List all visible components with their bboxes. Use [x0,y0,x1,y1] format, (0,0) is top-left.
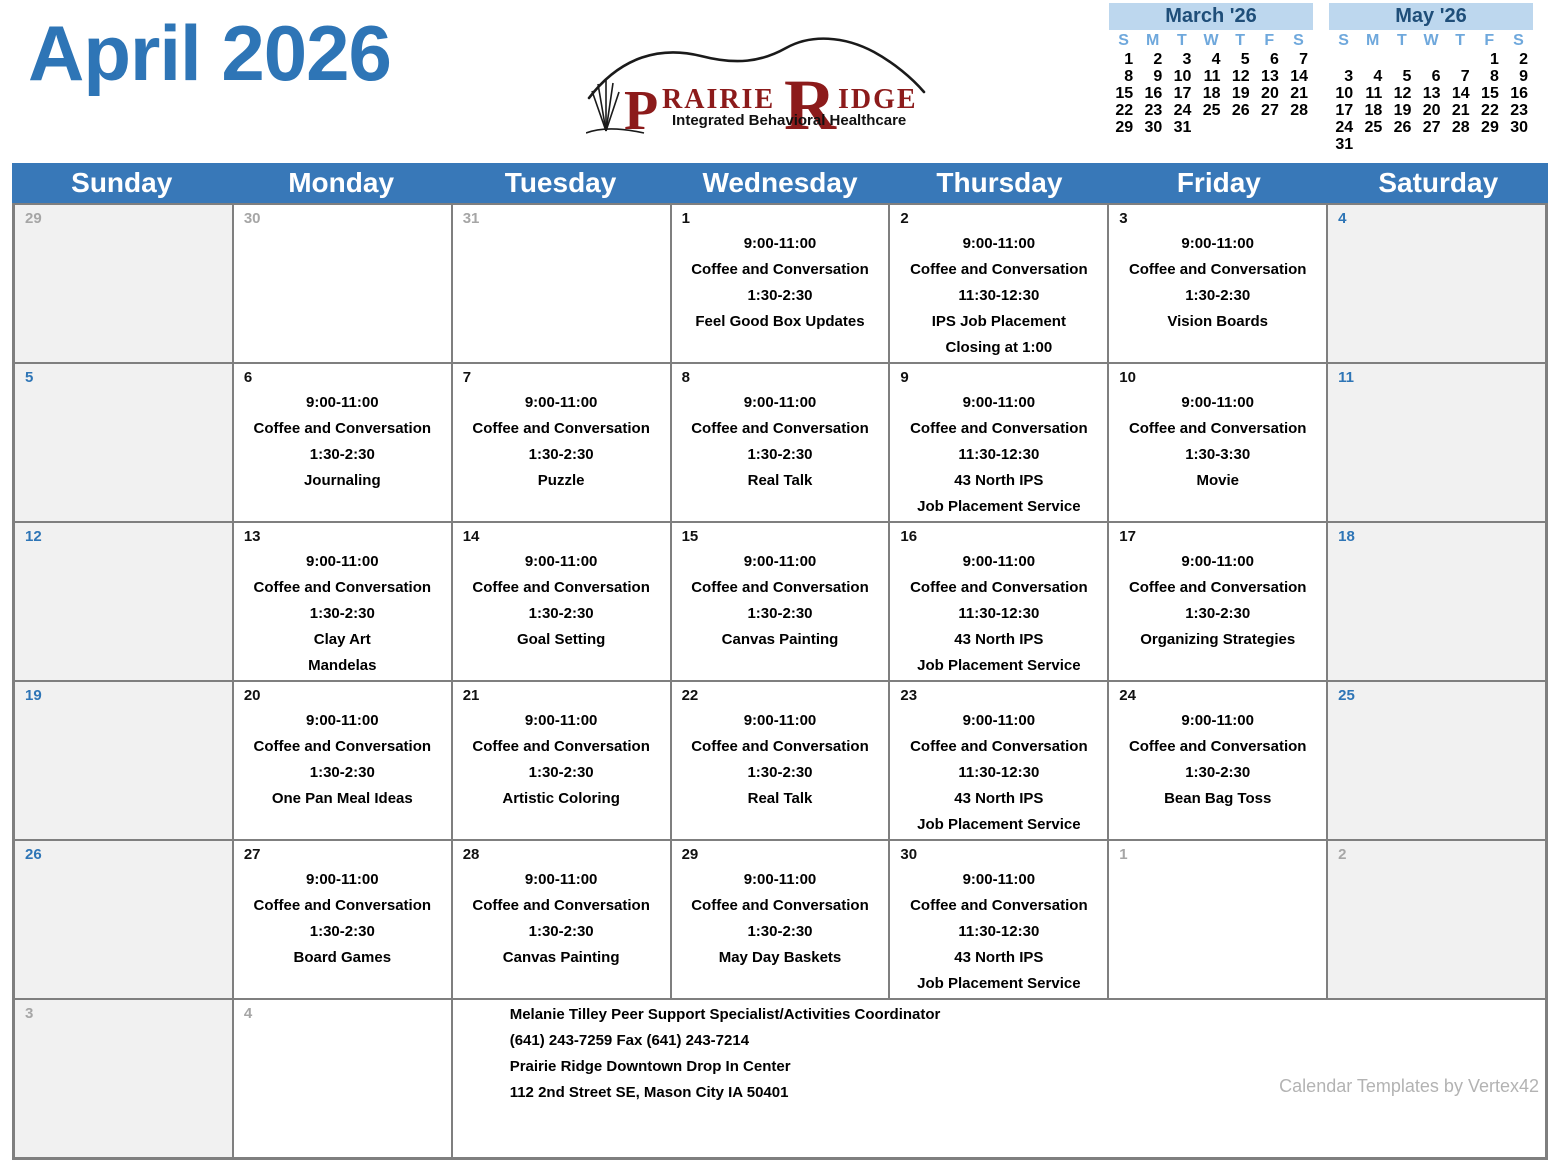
mini-cal-date: 8 [1124,68,1134,85]
vertex42-watermark: Calendar Templates by Vertex42 [1279,1076,1539,1096]
logo-word-idge: IDGE [838,84,918,115]
mini-cal-date: 31 [1173,119,1192,136]
event-line: 1:30-2:30 [1185,605,1251,622]
event-line: 43 North IPS [954,472,1044,489]
event-line: Movie [1196,472,1239,489]
logo-word-rairie: RAIRIE [662,84,776,115]
mini-cal-date [1358,136,1387,153]
day-number: 22 [681,687,699,704]
mini-cal-date: 22 [1481,102,1499,119]
mini-cal-date [1358,51,1387,68]
event-line: IPS Job Placement [931,313,1066,330]
event-line: Puzzle [537,472,585,489]
event-line: 9:00-11:00 [524,871,598,888]
day-number: 26 [25,846,42,863]
day-cell [1328,841,1545,998]
event-line: 9:00-11:00 [524,712,598,729]
logo-tagline: Integrated Behavioral Healthcare [672,112,907,129]
day-number: 29 [681,846,699,863]
event-line: 9:00-11:00 [1181,553,1254,570]
day-number: 2 [900,210,909,227]
mini-cal-date: 16 [1144,85,1163,102]
event-line: Coffee and Conversation [910,420,1088,437]
mini-cal-date: 30 [1144,119,1163,136]
mini-cal-day-letter: F [1264,32,1275,49]
event-line: Goal Setting [516,631,606,648]
mini-cal-date: 14 [1451,85,1470,102]
mini-cal-date: 15 [1481,85,1499,102]
day-number: 30 [900,846,918,863]
mini-cal-date: 25 [1364,119,1383,136]
event-line: Coffee and Conversation [472,420,650,437]
day-cell [890,205,1107,362]
event-line: Coffee and Conversation [1128,738,1307,755]
mini-cal-date: 17 [1335,102,1354,119]
mini-cal-date: 15 [1115,85,1134,102]
mini-cal-date: 11 [1365,85,1383,102]
mini-cal-day-letter: F [1484,32,1495,49]
day-cell [15,205,232,362]
day-number: 3 [25,1005,34,1022]
contact-line: 112 2nd Street SE, Mason City IA 50401 [509,1084,789,1101]
day-cell [1109,205,1326,362]
mini-cal-date [1475,136,1504,153]
mini-cal-day-letter: S [1338,32,1349,49]
mini-cal-date: 8 [1489,68,1499,85]
mini-cal-date [1255,119,1284,136]
mini-cal-date: 23 [1510,102,1528,119]
event-line: Coffee and Conversation [691,897,869,914]
event-line: Real Talk [747,790,813,807]
mini-cal-date: 22 [1115,102,1134,119]
day-number: 10 [1119,369,1136,386]
mini-calendar-title: March '26 [1109,3,1313,30]
mini-cal-date: 13 [1422,85,1441,102]
mini-calendar-day-row [1329,30,1533,51]
mini-cal-date [1504,136,1533,153]
event-line: 1:30-2:30 [1185,764,1251,781]
event-line: 1:30-2:30 [747,923,813,940]
mini-cal-day-letter: S [1293,32,1304,49]
day-number: 24 [1119,687,1136,704]
mini-cal-date: 29 [1115,119,1134,136]
event-line: Canvas Painting [502,949,620,966]
event-line: Board Games [293,949,392,966]
prairie-ridge-logo [586,36,926,138]
event-line: Coffee and Conversation [253,420,432,437]
event-line: 1:30-2:30 [528,923,594,940]
mini-cal-date: 1 [1489,51,1499,68]
day-number: 1 [681,210,690,227]
mini-cal-date [1387,51,1416,68]
event-line: 11:30-12:30 [958,605,1040,622]
event-line: 1:30-2:30 [528,446,594,463]
event-line: Coffee and Conversation [910,738,1088,755]
mini-cal-date: 26 [1231,102,1250,119]
event-line: 9:00-11:00 [524,394,598,411]
event-line: Coffee and Conversation [1128,261,1307,278]
day-number: 19 [25,687,42,704]
day-cell [453,841,670,998]
mini-cal-day-letter: T [1176,32,1187,49]
day-number: 4 [243,1005,253,1022]
day-number: 11 [1338,369,1354,386]
event-line: 43 North IPS [954,949,1044,966]
event-line: Coffee and Conversation [691,420,869,437]
event-line: 9:00-11:00 [305,871,379,888]
mini-cal-date: 23 [1144,102,1163,119]
weekday-header: Thursday [936,167,1063,198]
mini-cal-week-row [1109,68,1313,85]
event-line: 1:30-2:30 [747,605,813,622]
mini-cal-date: 30 [1510,119,1528,136]
day-cell [890,841,1107,998]
day-number: 17 [1119,528,1136,545]
event-line: 1:30-2:30 [747,764,813,781]
event-line: Coffee and Conversation [910,897,1088,914]
day-cell [453,364,670,521]
day-number: 20 [243,687,261,704]
weekday-header: Friday [1176,167,1261,198]
mini-cal-date: 28 [1451,119,1470,136]
mini-cal-date: 6 [1269,51,1279,68]
mini-cal-day-letter: S [1513,32,1524,49]
day-cell [1109,841,1326,998]
day-number: 25 [1338,687,1355,704]
event-line: 9:00-11:00 [962,553,1036,570]
calendar-grid [12,203,1548,1160]
mini-cal-date: 4 [1211,51,1221,68]
mini-cal-date: 10 [1335,85,1354,102]
day-cell [234,205,451,362]
event-line: 9:00-11:00 [962,871,1036,888]
contact-line: Prairie Ridge Downtown Drop In Center [509,1058,791,1075]
event-line: Journaling [303,472,381,489]
mini-cal-date: 7 [1460,68,1470,85]
mini-cal-date: 2 [1153,51,1163,68]
day-cell [234,1000,451,1157]
event-line: 1:30-2:30 [309,923,375,940]
day-cell [672,523,889,680]
mini-cal-date: 10 [1173,68,1192,85]
event-line: Job Placement Service [917,498,1081,515]
mini-cal-date: 12 [1393,85,1412,102]
event-line: Real Talk [747,472,813,489]
event-line: Coffee and Conversation [253,579,432,596]
day-cell [15,364,232,521]
day-number: 6 [243,369,253,386]
mini-cal-week-row [1329,102,1533,119]
day-number: 30 [243,210,261,227]
mini-cal-date [1387,136,1416,153]
mini-cal-week-row [1329,119,1533,136]
mini-calendar-day-row [1109,30,1313,51]
mini-cal-date: 9 [1519,68,1528,85]
day-cell [1328,364,1545,521]
event-line: 9:00-11:00 [524,553,598,570]
mini-cal-date: 20 [1422,102,1441,119]
event-line: 9:00-11:00 [743,712,817,729]
event-line: 1:30-2:30 [747,446,813,463]
event-line: Coffee and Conversation [1128,579,1307,596]
mini-cal-date: 16 [1510,85,1528,102]
event-line: 9:00-11:00 [962,235,1036,252]
event-line: 9:00-11:00 [1181,394,1254,411]
day-number: 21 [462,687,480,704]
day-number: 1 [1119,846,1128,863]
mini-cal-day-letter: M [1366,32,1380,49]
event-line: 9:00-11:00 [743,871,817,888]
event-line: Coffee and Conversation [253,738,432,755]
mini-cal-day-letter: T [1235,32,1246,49]
day-cell [1328,205,1545,362]
mini-cal-date [1416,136,1445,153]
mini-cal-date [1446,136,1475,153]
mini-cal-week-row [1329,85,1533,102]
day-cell [15,682,232,839]
day-cell [1109,523,1326,680]
contact-line: Melanie Tilley Peer Support Specialist/Activities Coordinator [509,1006,941,1023]
mini-cal-week-row [1109,119,1313,136]
day-cell [672,205,889,362]
page-title: April 2026 [28,9,391,97]
mini-cal-date: 27 [1261,102,1279,119]
day-cell [672,682,889,839]
day-number: 15 [681,528,699,545]
event-line: 1:30-2:30 [528,605,594,622]
day-cell [234,682,451,839]
event-line: 9:00-11:00 [962,394,1036,411]
event-line: 9:00-11:00 [305,394,379,411]
event-line: Vision Boards [1167,313,1268,330]
event-line: Coffee and Conversation [910,579,1088,596]
mini-cal-date: 12 [1231,68,1250,85]
day-cell [672,841,889,998]
event-line: Closing at 1:00 [945,339,1053,356]
event-line: Coffee and Conversation [691,261,869,278]
event-line: 1:30-3:30 [1185,446,1251,463]
mini-cal-date: 25 [1202,102,1221,119]
day-cell [453,205,670,362]
day-cell [890,523,1107,680]
mini-cal-week-row [1329,136,1533,153]
day-number: 9 [900,369,909,386]
event-line: Coffee and Conversation [472,897,650,914]
day-number: 13 [243,528,261,545]
mini-cal-week-row [1109,85,1313,102]
weekday-header: Wednesday [702,167,858,198]
day-cell [1109,364,1326,521]
event-line: 1:30-2:30 [309,605,375,622]
day-cell [234,523,451,680]
event-line: 1:30-2:30 [309,764,375,781]
mini-cal-date: 24 [1173,102,1192,119]
event-line: 11:30-12:30 [958,446,1040,463]
logo-letter-p: P [624,80,659,138]
event-line: Canvas Painting [721,631,839,648]
day-number: 5 [25,369,34,386]
event-line: Coffee and Conversation [472,738,650,755]
mini-cal-date: 26 [1393,119,1412,136]
mini-cal-date: 21 [1290,85,1308,102]
mini-cal-date: 24 [1335,119,1354,136]
event-line: 9:00-11:00 [962,712,1036,729]
day-cell [234,364,451,521]
event-line: Coffee and Conversation [910,261,1088,278]
event-line: Job Placement Service [917,657,1081,674]
mini-cal-week-row [1329,51,1533,68]
weekday-header-row [12,163,1548,203]
day-cell [453,523,670,680]
event-line: Coffee and Conversation [691,579,869,596]
event-line: 1:30-2:30 [528,764,594,781]
day-number: 12 [25,528,42,545]
mini-calendar-march [1109,3,1313,136]
day-cell [890,364,1107,521]
event-line: 11:30-12:30 [958,287,1040,304]
event-line: 1:30-2:30 [747,287,813,304]
mini-calendar-title: May '26 [1329,3,1533,30]
mini-cal-date: 6 [1431,68,1441,85]
day-cell [15,1000,232,1157]
weekday-header: Tuesday [504,167,617,198]
day-number: 29 [25,210,42,227]
mini-cal-date: 3 [1344,68,1354,85]
event-line: Job Placement Service [917,975,1081,992]
event-line: 9:00-11:00 [743,394,817,411]
day-cell [453,682,670,839]
mini-cal-date [1226,119,1255,136]
event-line: Mandelas [308,657,377,674]
day-number: 27 [243,846,261,863]
day-cell [1328,523,1545,680]
event-line: 9:00-11:00 [743,235,817,252]
mini-cal-date [1446,51,1475,68]
mini-cal-date: 31 [1335,136,1354,153]
event-line: 11:30-12:30 [958,764,1040,781]
event-line: Feel Good Box Updates [695,313,865,330]
event-line: Bean Bag Toss [1164,790,1272,807]
mini-cal-date: 7 [1299,51,1308,68]
mini-cal-date: 13 [1261,68,1279,85]
day-cell [672,364,889,521]
event-line: 1:30-2:30 [309,446,375,463]
event-line: 9:00-11:00 [305,712,379,729]
day-number: 3 [1119,210,1128,227]
weekday-header: Sunday [71,167,173,198]
event-line: Clay Art [313,631,371,648]
event-line: One Pan Meal Ideas [271,790,413,807]
mini-cal-date: 19 [1231,85,1250,102]
day-cell [1109,682,1326,839]
mini-cal-date: 4 [1373,68,1383,85]
day-number: 14 [462,528,480,545]
mini-cal-date: 5 [1240,51,1250,68]
mini-cal-date: 27 [1422,119,1441,136]
mini-cal-date [1329,51,1358,68]
day-number: 31 [462,210,480,227]
day-number: 7 [462,369,472,386]
mini-cal-date: 28 [1290,102,1308,119]
mini-cal-date: 9 [1153,68,1163,85]
mini-cal-date: 29 [1481,119,1499,136]
weekday-header: Saturday [1378,167,1499,198]
day-number: 16 [900,528,918,545]
event-line: Coffee and Conversation [691,738,869,755]
day-cell [15,841,232,998]
mini-cal-date: 3 [1182,51,1192,68]
mini-cal-week-row [1109,102,1313,119]
day-cell [15,523,232,680]
mini-cal-date: 1 [1124,51,1134,68]
event-line: Job Placement Service [917,816,1081,833]
day-number: 2 [1338,846,1347,863]
event-line: 43 North IPS [954,631,1044,648]
mini-cal-date: 11 [1203,68,1221,85]
day-cell [234,841,451,998]
mini-cal-date: 21 [1451,102,1470,119]
mini-cal-date [1416,51,1445,68]
mini-cal-day-letter: M [1146,32,1160,49]
event-line: Coffee and Conversation [253,897,432,914]
mini-cal-date: 2 [1519,51,1528,68]
event-line: 9:00-11:00 [1181,712,1254,729]
event-line: 1:30-2:30 [1185,287,1251,304]
event-line: 43 North IPS [954,790,1044,807]
event-line: Artistic Coloring [502,790,620,807]
mini-cal-week-row [1109,51,1313,68]
day-cell [1328,682,1545,839]
mini-cal-day-letter: T [1455,32,1466,49]
mini-cal-date: 19 [1393,102,1412,119]
mini-cal-week-row [1329,68,1533,85]
day-number: 23 [900,687,918,704]
mini-cal-date: 18 [1364,102,1383,119]
event-line: 9:00-11:00 [1181,235,1254,252]
event-line: May Day Baskets [718,949,842,966]
day-number: 4 [1338,210,1347,227]
mini-cal-day-letter: W [1203,32,1219,49]
weekday-header: Monday [288,167,395,198]
mini-cal-date: 20 [1261,85,1279,102]
event-line: 9:00-11:00 [305,553,379,570]
mini-cal-date [1284,119,1313,136]
event-line: 11:30-12:30 [958,923,1040,940]
event-line: Coffee and Conversation [1128,420,1307,437]
day-number: 18 [1338,528,1355,545]
main-calendar [12,163,1548,1160]
mini-cal-day-letter: S [1118,32,1129,49]
mini-cal-day-letter: W [1423,32,1439,49]
mini-cal-date: 18 [1202,85,1221,102]
mini-cal-date: 14 [1290,68,1308,85]
contact-line: (641) 243-7259 Fax (641) 243-7214 [509,1032,750,1049]
event-line: Organizing Strategies [1140,631,1296,648]
mini-cal-day-letter: T [1396,32,1407,49]
event-line: Coffee and Conversation [472,579,650,596]
day-cell [890,682,1107,839]
mini-cal-date [1196,119,1225,136]
logo-letter-r: R [784,65,836,138]
day-number: 28 [462,846,480,863]
mini-cal-date: 5 [1402,68,1412,85]
event-line: 9:00-11:00 [743,553,817,570]
contact-info-cell [453,1000,1545,1157]
mini-cal-date: 17 [1173,85,1192,102]
day-number: 8 [681,369,690,386]
mini-calendar-may [1329,3,1533,153]
